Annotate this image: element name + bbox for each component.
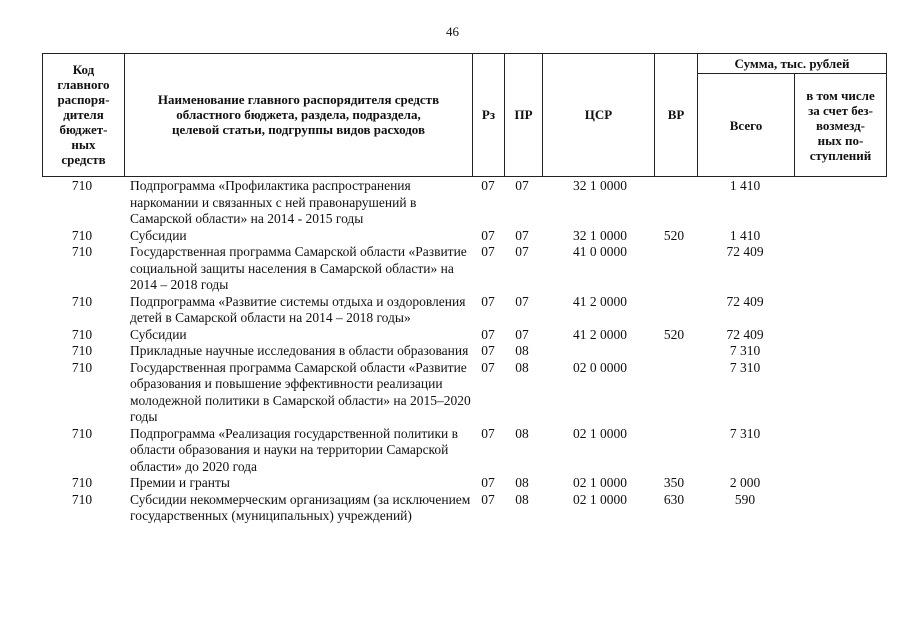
border-right xyxy=(886,53,887,177)
cell-name: Прикладные научные исследования в области образования xyxy=(130,343,469,358)
cell-vr: 630 xyxy=(663,491,685,507)
table-row xyxy=(42,244,887,294)
cell-rz: 07 xyxy=(481,475,495,490)
cell-csr: 41 2 0000 xyxy=(573,326,627,342)
cell-code: 710 xyxy=(71,326,93,342)
cell-name: Премии и гранты xyxy=(130,475,230,490)
cell-rz: 07 xyxy=(481,227,495,243)
cell-csr: 02 1 0000 xyxy=(573,425,627,441)
header-code: Код главного распоря- дителя бюджет- ных средств xyxy=(57,62,110,167)
header-name: Наименование главного распорядителя средств областного бюджета, раздела, подраздела, целевой статьи, подгруппы видов расходов xyxy=(157,92,440,137)
header-csr: ЦСР xyxy=(584,107,613,122)
cell-rz: 07 xyxy=(481,293,495,309)
cell-name: Субсидии xyxy=(130,326,187,342)
cell-name: Подпрограмма «Реализация государственной политики в области образования и науки на территории Самарской области» до 2020 года xyxy=(130,425,459,474)
cell-rz: 07 xyxy=(481,491,495,507)
cell-csr: 32 1 0000 xyxy=(573,178,627,193)
cell-total: 7 310 xyxy=(729,343,761,358)
cell-pr: 08 xyxy=(515,491,529,507)
cell-total: 7 310 xyxy=(729,425,761,441)
cell-pr: 07 xyxy=(515,178,529,193)
cell-rz: 07 xyxy=(481,359,495,375)
table-row xyxy=(42,343,887,360)
cell-total: 72 409 xyxy=(726,293,764,309)
cell-pr: 07 xyxy=(515,293,529,309)
cell-total: 7 310 xyxy=(729,359,761,375)
cell-code: 710 xyxy=(71,425,93,441)
cell-csr: 02 1 0000 xyxy=(573,475,627,490)
cell-total: 2 000 xyxy=(729,475,761,490)
cell-pr: 07 xyxy=(515,244,529,259)
table-row xyxy=(42,360,887,426)
cell-code: 710 xyxy=(71,491,93,507)
cell-pr: 08 xyxy=(515,425,529,441)
cell-name: Субсидии некоммерческим организациям (за исключением государственных (муниципальных) учреждений) xyxy=(130,491,471,523)
header-total: Всего xyxy=(729,117,763,133)
header-pr: ПР xyxy=(514,107,533,122)
header-rz: Рз xyxy=(481,107,496,122)
cell-rz: 07 xyxy=(481,178,495,193)
cell-vr: 520 xyxy=(663,227,685,243)
cell-code: 710 xyxy=(71,293,93,309)
cell-code: 710 xyxy=(71,244,93,259)
cell-name: Подпрограмма «Профилактика распространения наркомании и связанных с ней правонарушений в Самарской области» на 2014 - 2015 годы xyxy=(130,178,417,226)
cell-vr: 350 xyxy=(663,475,685,490)
header-sum: Сумма, тыс. рублей xyxy=(734,55,850,71)
cell-pr: 08 xyxy=(515,475,529,490)
header-bottom-border xyxy=(42,176,887,177)
cell-pr: 08 xyxy=(515,359,529,375)
cell-code: 710 xyxy=(71,343,93,358)
table-row xyxy=(42,426,887,476)
cell-total: 72 409 xyxy=(726,244,764,259)
table-row xyxy=(42,228,887,245)
cell-code: 710 xyxy=(71,475,93,490)
cell-name: Подпрограмма «Развитие системы отдыха и оздоровления детей в Самарской области на 2014 – 2018 годы» xyxy=(130,293,466,325)
cell-total: 72 409 xyxy=(726,326,764,342)
header-vr: ВР xyxy=(667,107,685,122)
cell-pr: 08 xyxy=(515,343,529,358)
cell-csr: 41 0 0000 xyxy=(573,244,627,259)
cell-csr: 41 2 0000 xyxy=(573,293,627,309)
cell-total: 1 410 xyxy=(729,227,761,243)
cell-csr: 32 1 0000 xyxy=(573,227,627,243)
cell-rz: 07 xyxy=(481,244,495,259)
cell-name: Государственная программа Самарской области «Развитие образования и повышение эффективности реализации молодежной политики в Самарской области» на 2015–2020 годы xyxy=(130,359,471,424)
cell-csr: 02 0 0000 xyxy=(573,359,627,375)
table-body xyxy=(42,178,887,525)
table-row xyxy=(42,475,887,492)
table-row xyxy=(42,492,887,525)
cell-total: 1 410 xyxy=(729,178,761,193)
cell-pr: 07 xyxy=(515,227,529,243)
cell-name: Субсидии xyxy=(130,227,187,243)
cell-code: 710 xyxy=(71,227,93,243)
header-incl: в том числе за счет без- возмезд- ных по- ступлений xyxy=(806,87,875,163)
table-row xyxy=(42,178,887,228)
cell-rz: 07 xyxy=(481,326,495,342)
page-number: 46 xyxy=(446,24,459,39)
cell-vr: 520 xyxy=(663,326,685,342)
table-header xyxy=(42,53,887,177)
cell-code: 710 xyxy=(71,359,93,375)
cell-pr: 07 xyxy=(515,326,529,342)
cell-code: 710 xyxy=(71,178,93,193)
cell-total: 590 xyxy=(734,491,756,507)
cell-name: Государственная программа Самарской области «Развитие социальной защиты населения в Самарской области» на 2014 – 2018 годы xyxy=(130,244,467,292)
cell-csr: 02 1 0000 xyxy=(573,491,627,507)
table-row xyxy=(42,294,887,327)
cell-rz: 07 xyxy=(481,343,495,358)
cell-rz: 07 xyxy=(481,425,495,441)
table-row xyxy=(42,327,887,344)
